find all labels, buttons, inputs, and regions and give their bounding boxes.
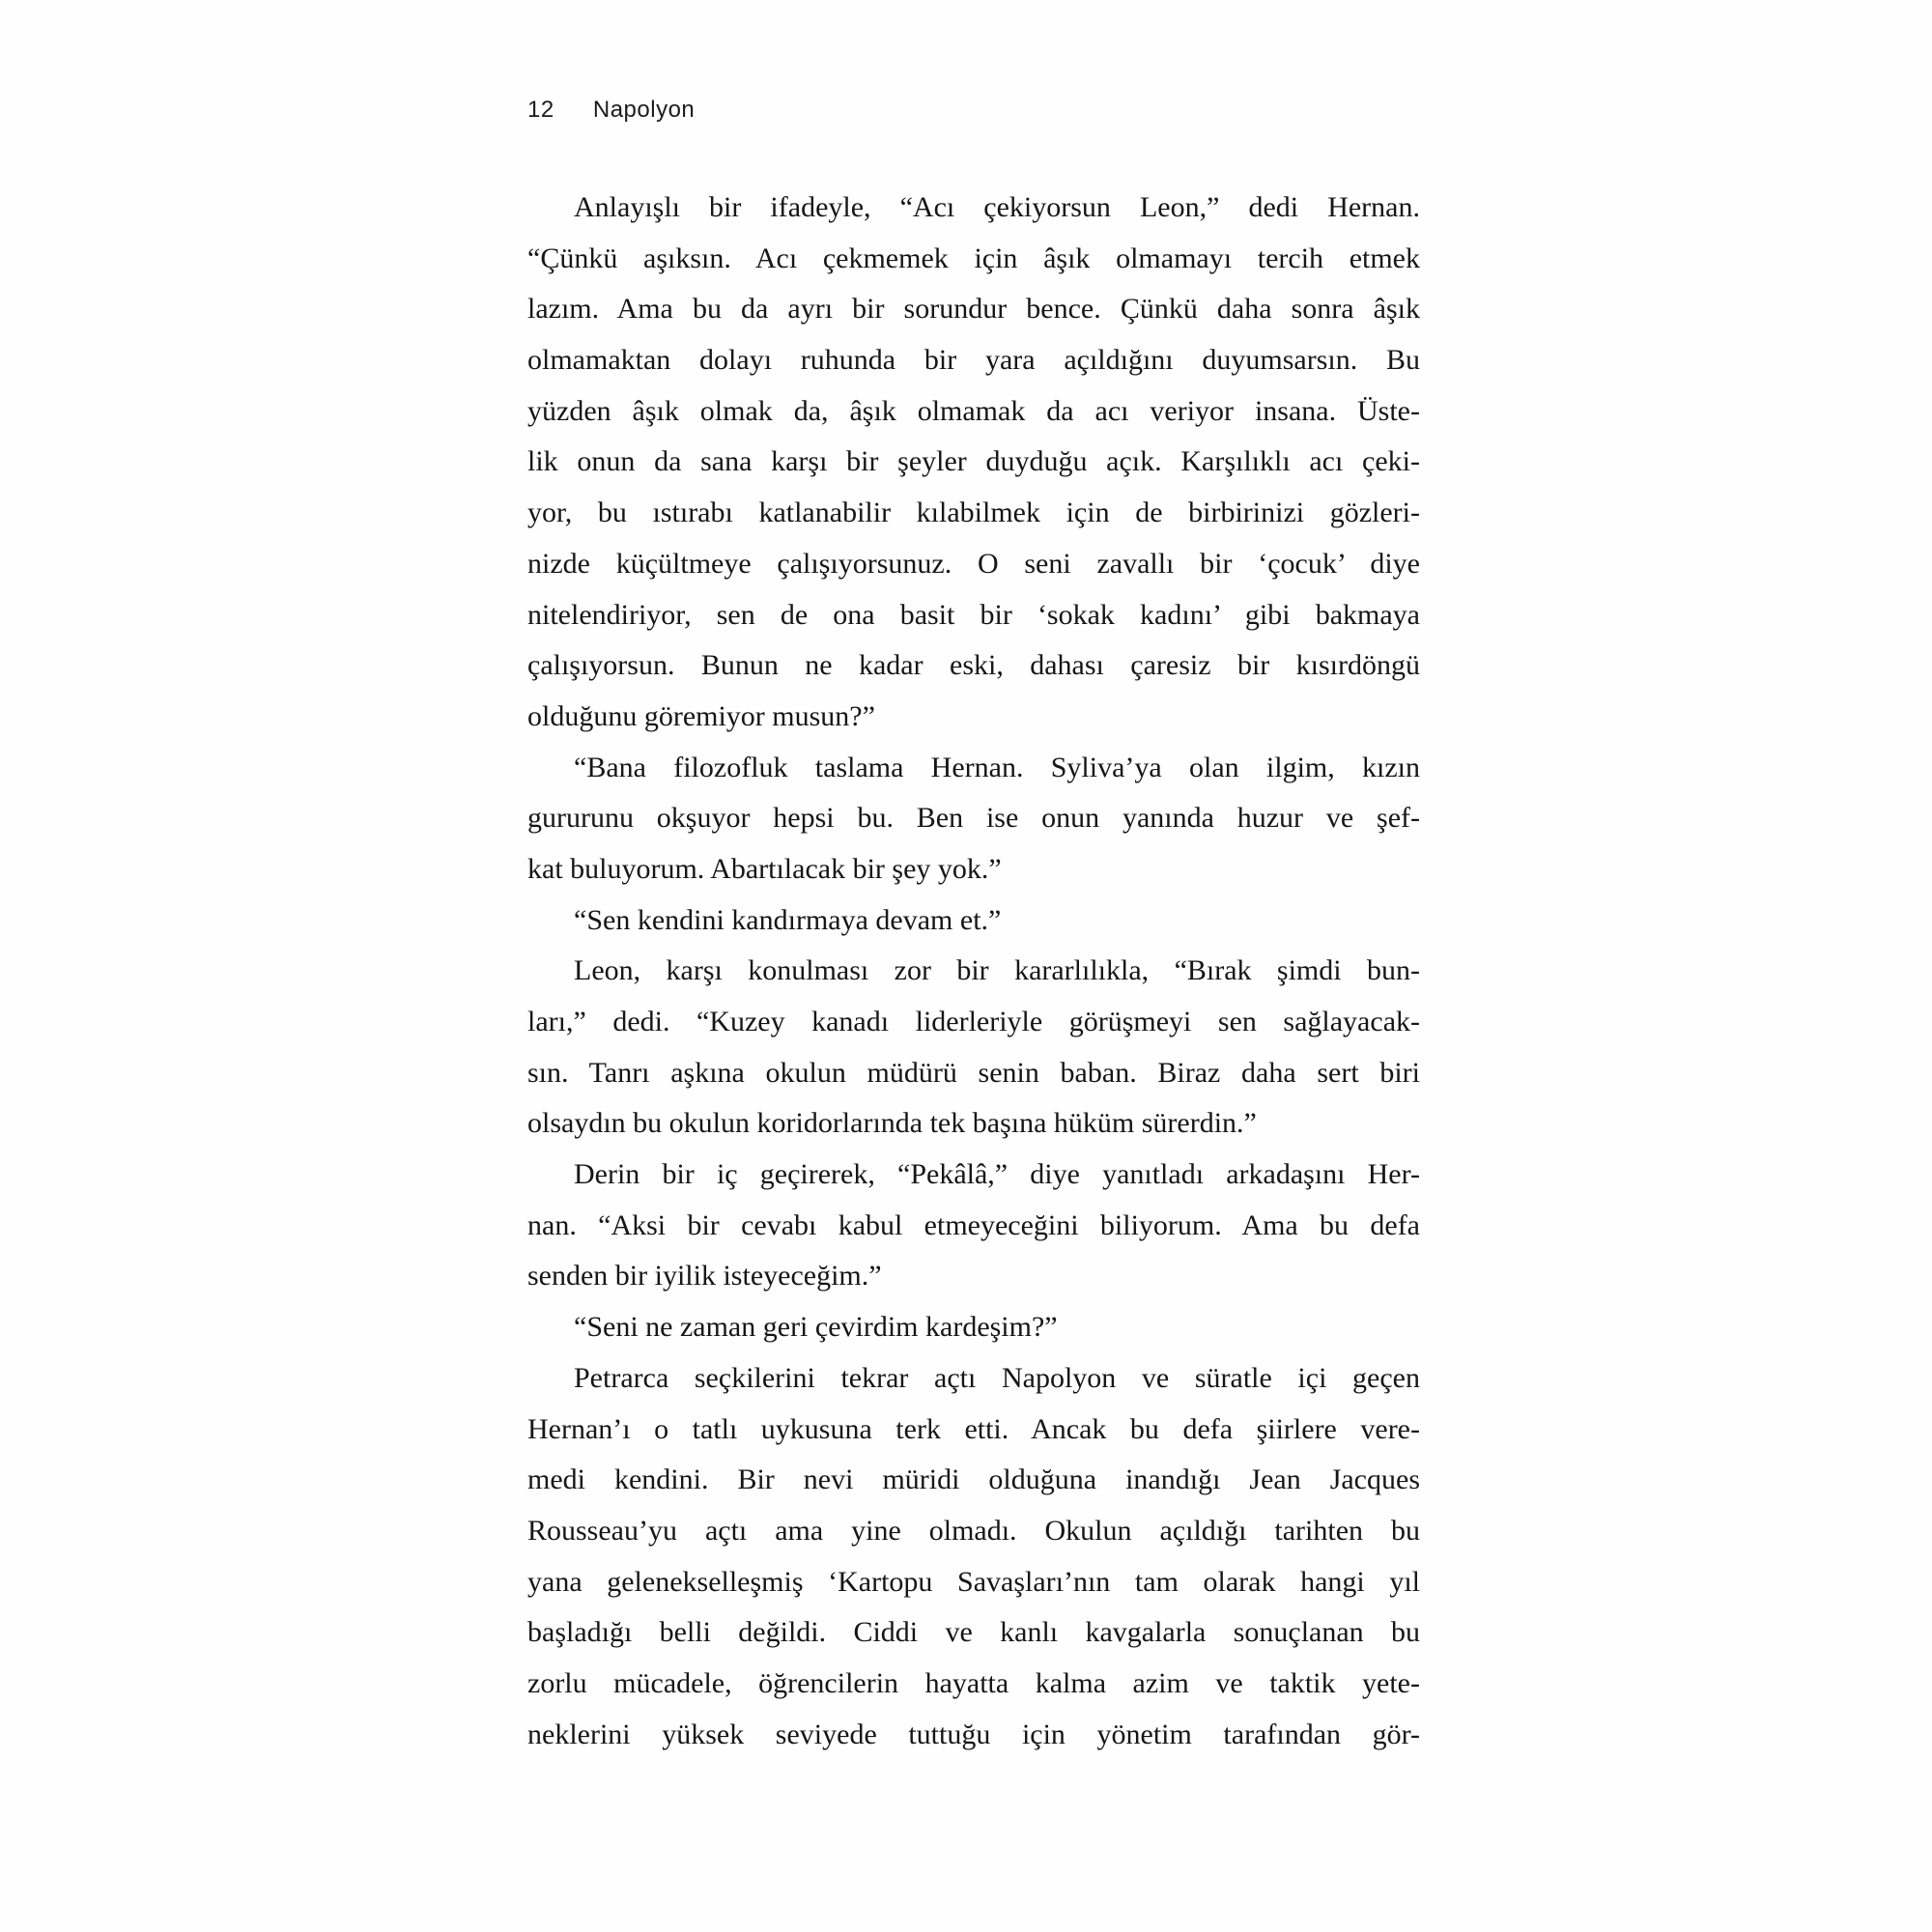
text-line: Hernan’ı o tatlı uykusuna terk etti. Ancak bu defa şiirlere vere- (527, 1412, 1420, 1445)
text-line: yana gelenekselleşmiş ‘Kartopu Savaşları’nın tam olarak hangi yıl (527, 1565, 1420, 1598)
text-line: Leon, karşı konulması zor bir kararlılıkla, “Bırak şimdi bun- (574, 954, 1420, 987)
text-line: çalışıyorsun. Bunun ne kadar eski, dahası çaresiz bir kısırdöngü (527, 649, 1420, 682)
text-line: zorlu mücadele, öğrencilerin hayatta kalma azim ve taktik yete- (527, 1666, 1420, 1699)
text-line: “Bana filozofluk taslama Hernan. Syliva’ya olan ilgim, kızın (574, 751, 1420, 783)
text-line: Rousseau’yu açtı ama yine olmadı. Okulun açıldığı tarihten bu (527, 1514, 1420, 1547)
text-line: medi kendini. Bir nevi müridi olduğuna inandığı Jean Jacques (527, 1463, 1420, 1496)
text-line: “Çünkü aşıksın. Acı çekmemek için âşık olmamayı tercih etmek (527, 242, 1420, 274)
text-line: Anlayışlı bir ifadeyle, “Acı çekiyorsun Leon,” dedi Hernan. (574, 191, 1420, 223)
text-line: olduğunu göremiyor musun?” (527, 699, 875, 732)
text-line: olmamaktan dolayı ruhunda bir yara açıldığını duyumsarsın. Bu (527, 344, 1420, 377)
text-line: kat buluyorum. Abartılacak bir şey yok.” (527, 852, 1002, 885)
text-line: senden bir iyilik isteyeceğim.” (527, 1260, 882, 1293)
running-title: Napolyon (592, 97, 696, 123)
text-line: yüzden âşık olmak da, âşık olmamak da acı veriyor insana. Üste- (527, 394, 1420, 427)
text-line: yor, bu ıstırabı katlanabilir kılabilmek için de birbirinizi gözleri- (527, 497, 1420, 529)
text-line: neklerini yüksek seviyede tuttuğu için yönetim tarafından gör- (527, 1718, 1420, 1750)
text-line: nitelendiriyor, sen de ona basit bir ‘sokak kadını’ gibi bakmaya (527, 598, 1420, 631)
body-text (527, 183, 1420, 1760)
page-number: 12 (527, 97, 554, 123)
text-line: olsaydın bu okulun koridorlarında tek başına hüküm sürerdin.” (527, 1107, 1257, 1140)
text-line: gururunu okşuyor hepsi bu. Ben ise onun yanında huzur ve şef- (527, 802, 1420, 835)
text-line: “Sen kendini kandırmaya devam et.” (574, 903, 1002, 936)
text-line: başladığı belli değildi. Ciddi ve kanlı kavgalarla sonuçlanan bu (527, 1616, 1420, 1649)
text-line: lazım. Ama bu da ayrı bir sorundur bence. Çünkü daha sonra âşık (527, 293, 1420, 326)
text-line: “Seni ne zaman geri çevirdim kardeşim?” (574, 1311, 1058, 1344)
text-line: Petrarca seçkilerini tekrar açtı Napolyon ve süratle içi geçen (574, 1361, 1420, 1394)
text-line: sın. Tanrı aşkına okulun müdürü senin baban. Biraz daha sert biri (527, 1056, 1420, 1089)
text-line: Derin bir iç geçirerek, “Pekâlâ,” diye yanıtladı arkadaşını Her- (574, 1158, 1420, 1191)
text-line: nizde küçültmeye çalışıyorsunuz. O seni zavallı bir ‘çocuk’ diye (527, 547, 1420, 580)
text-line: ları,” dedi. “Kuzey kanadı liderleriyle görüşmeyi sen sağlayacak- (527, 1006, 1420, 1037)
page-header (527, 97, 695, 124)
text-line: lik onun da sana karşı bir şeyler duyduğu açık. Karşılıklı acı çeki- (527, 445, 1420, 478)
text-line: nan. “Aksi bir cevabı kabul etmeyeceğini biliyorum. Ama bu defa (527, 1208, 1420, 1241)
